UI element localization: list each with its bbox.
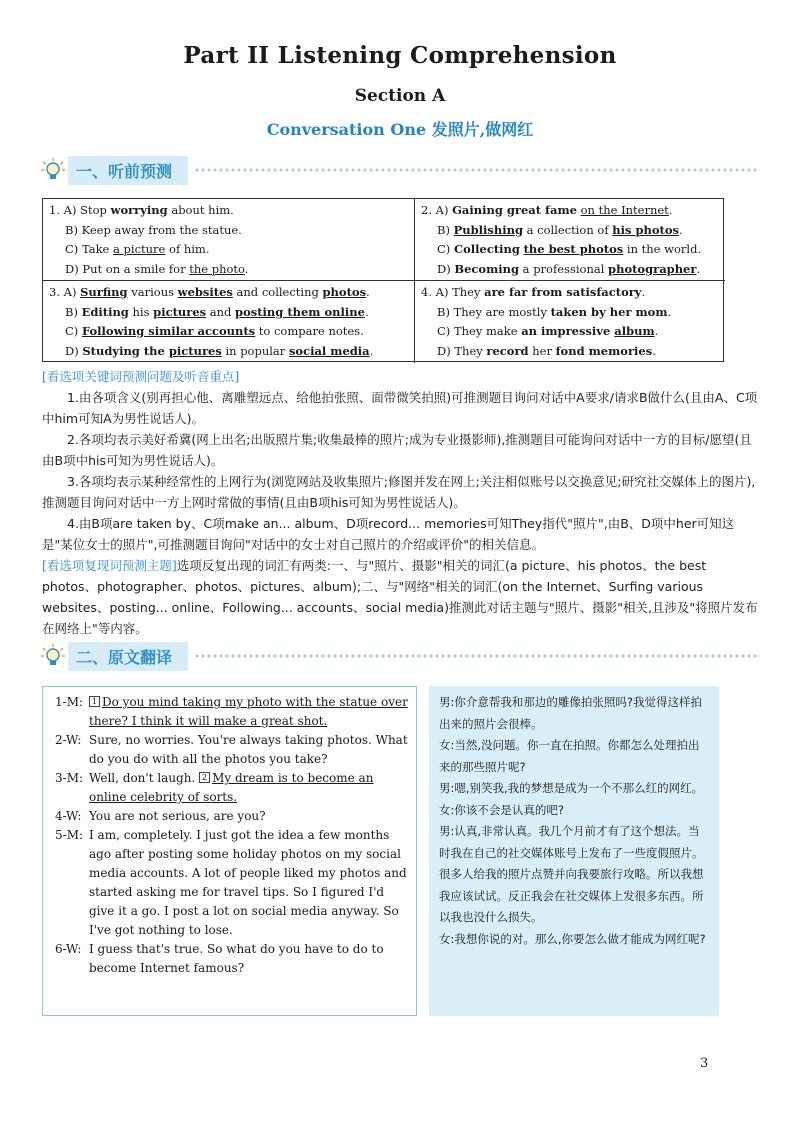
- question-number: 1.: [49, 203, 60, 217]
- note-paragraph-2: 2.各项均表示美好希冀(网上出名;出版照片集;收集最棒的照片;成为专业摄影师),推测题目可能询问对话中一方的目标/愿望(且由B项中his可知为男性说话人)。: [42, 432, 752, 468]
- dialogue-text: You are not serious, are you?: [89, 809, 266, 823]
- question-marker: 2: [199, 772, 210, 783]
- option-text: Publishing a collection of his photos.: [453, 222, 683, 237]
- translation-text: 你介意帮我和那边的雕像拍张照吗?我觉得这样拍出来的照片会很棒。: [439, 695, 702, 731]
- question-3: 3. A) Surfing various websites and collecting photos. B) Editing his pictures and posting them online. C) Following similar accounts to compare notes. D) Studying the pictures in popular social media.: [43, 281, 415, 363]
- option-text: They are mostly taken by her mom.: [453, 304, 672, 319]
- translation-text: 我想你说的对。那么,你要怎么做才能成为网红呢?: [454, 931, 706, 946]
- option-text: Take a picture of him.: [81, 242, 210, 256]
- section-heading-label: 一、听前预测: [68, 156, 188, 185]
- question-2: 2. A) Gaining great fame on the Internet. B) Publishing a collection of his photos. C) Collecting the best photos in the world. D) Becoming a professional photographer.: [415, 199, 725, 281]
- speaker: 6-W:: [55, 942, 82, 956]
- speaker: 女:: [439, 931, 455, 946]
- dotted-divider: [194, 167, 760, 173]
- speaker: 女:: [439, 802, 455, 817]
- option-text: Gaining great fame on the Internet.: [452, 203, 673, 217]
- translation-turn: [439, 821, 709, 929]
- dialogue-text: Sure, no worries. You're always taking photos. What do you do with all the photos you take?: [89, 733, 408, 766]
- option-text: Following similar accounts to compare notes.: [81, 324, 364, 338]
- dialogue-text: Do you mind taking my photo with the statue over there? I think it will make a great shot.: [89, 695, 408, 728]
- notes-heading-theme: [看选项复现词预测主题]: [42, 558, 177, 573]
- conversation-title: Conversation One 发照片,做网红: [266, 120, 534, 139]
- lightbulb-icon: [40, 643, 66, 669]
- dialogue-text: My dream is to become an online celebrity of sorts.: [89, 771, 374, 804]
- question-number: 3.: [49, 285, 60, 299]
- section-heading-label: 二、原文翻译: [68, 642, 188, 671]
- question-4: 4. A) They are far from satisfactory. B) They are mostly taken by her mom. C) They make an impressive album. D) They record her fond memories.: [421, 285, 672, 358]
- question-marker: 1: [89, 696, 100, 707]
- option-text: They are far from satisfactory.: [452, 285, 646, 299]
- option-text: Becoming a professional photographer.: [454, 261, 701, 276]
- translation-turn: [439, 692, 709, 735]
- translation-turn: [439, 929, 709, 951]
- speaker: 男:: [439, 824, 455, 838]
- option-text: Studying the pictures in popular social media.: [82, 343, 374, 358]
- option-text: Keep away from the statue.: [81, 222, 242, 237]
- translation-text: 认真,非常认真。我几个月前才有了这个想法。当时我在自己的社交媒体账号上发布了一些度假照片。很多人给我的照片点赞并向我要旅行攻略。所以我想我应该试试。反正我会在社交媒体上发很多东西。所以我也没什么损失。: [439, 824, 704, 924]
- dialogue-text: I guess that's true. So what do you have to do to become Internet famous?: [89, 942, 384, 975]
- dialogue-english: [42, 686, 417, 1016]
- option-text: Stop worrying about him.: [80, 203, 234, 217]
- page-number: 3: [700, 1056, 709, 1071]
- translation-text: 当然,没问题。你一直在拍照。你都怎么处理拍出来的那些照片呢?: [439, 738, 700, 774]
- dialogue-turn: [55, 940, 408, 978]
- part-title: Part II Listening Comprehension: [183, 42, 617, 69]
- dialogue-turn: 3-M: Well, don't laugh. 2 My dream is to become an online celebrity of sorts.: [55, 769, 408, 807]
- question-number: 4.: [421, 285, 432, 299]
- dialogue-turn: [55, 826, 408, 940]
- translation-turn: [439, 800, 709, 822]
- option-text: Collecting the best photos in the world.: [453, 242, 702, 256]
- notes-heading-keywords: [看选项关键词预测问题及听音重点]: [42, 369, 240, 384]
- translation-turn: [439, 735, 709, 778]
- note-paragraph-5-wrap: [42, 555, 758, 639]
- translation-text: 嗯,别笑我,我的梦想是成为一个不那么红的网红。: [454, 781, 704, 795]
- dialogue-turn: [55, 807, 408, 826]
- lightbulb-icon: [40, 157, 66, 183]
- section-heading-translation: [40, 642, 760, 670]
- speaker: 2-W:: [55, 733, 82, 747]
- speaker: 4-W:: [55, 809, 82, 823]
- speaker: 1-M:: [55, 695, 84, 709]
- section-title: Section A: [354, 86, 446, 106]
- dialogue-turn: [55, 731, 408, 769]
- note-paragraph-4: 4.由B项are taken by、C项make an... album、D项record... memories可知They指代"照片",由B、D项中her可知这是"某位女士的照片",可推测题目询问"对话中的女士对自己照片的介绍或评价"的相关信息。: [42, 516, 735, 552]
- speaker: 女:: [439, 738, 455, 752]
- option-text: They make an impressive album.: [453, 324, 659, 338]
- speaker: 3-M:: [55, 771, 84, 785]
- speaker: 5-M:: [55, 828, 84, 842]
- speaker: 男:: [439, 695, 455, 709]
- option-text: They record her fond memories.: [454, 343, 656, 358]
- dotted-divider: [194, 653, 760, 659]
- translation-turn: [439, 778, 709, 800]
- note-paragraph-1: 1.由各项含义(别再担心他、离雕塑远点、给他拍张照、面带微笑拍照)可推测题目询问对话中A要求/请求B做什么(且由A、C项中him可知A为男性说话人)。: [42, 390, 758, 426]
- option-text: Put on a smile for the photo.: [82, 261, 249, 276]
- options-table: [42, 198, 724, 362]
- section-heading-prediction: [40, 156, 760, 184]
- analysis-notes: [42, 366, 758, 639]
- translation-text: 你该不会是认真的吧?: [454, 802, 564, 817]
- option-text: Surfing various websites and collecting photos.: [80, 285, 370, 299]
- note-paragraph-5: 选项反复出现的词汇有两类:一、与"照片、摄影"相关的词汇(a picture、his photos、the best photos、photographer、photos、pictures、album);二、与"网络"相关的词汇(on the Internet、Surfing various websites、posting... online、Following... accounts、social media)推测此对话主题与"照片、摄影"相关,且涉及"将照片发布在网络上"等内容。: [42, 558, 758, 636]
- option-text: Editing his pictures and posting them online.: [81, 304, 369, 319]
- dialogue-turn: [55, 693, 408, 731]
- question-1: 1. A) Stop worrying about him. B) Keep away from the statue. C) Take a picture of him. D) Put on a smile for the photo.: [43, 199, 415, 281]
- dialogue-chinese: [429, 686, 719, 1016]
- speaker: 男:: [439, 781, 455, 795]
- question-number: 2.: [421, 203, 432, 217]
- dialogue-text: I am, completely. I just got the idea a few months ago after posting some holiday photos on my social media accounts. A lot of people liked my photos and started asking me for travel tips. So I figured I'd give it a go. I post a lot on social media anyway. So I've got nothing to lose.: [89, 828, 407, 937]
- note-paragraph-3: 3.各项均表示某种经常性的上网行为(浏览网站及收集照片;修图并发在网上;关注相似账号以交换意见;研究社交媒体上的图片),推测题目询问对话中一方上网时常做的事情(且由B项his可知为男性说话人)。: [42, 474, 756, 510]
